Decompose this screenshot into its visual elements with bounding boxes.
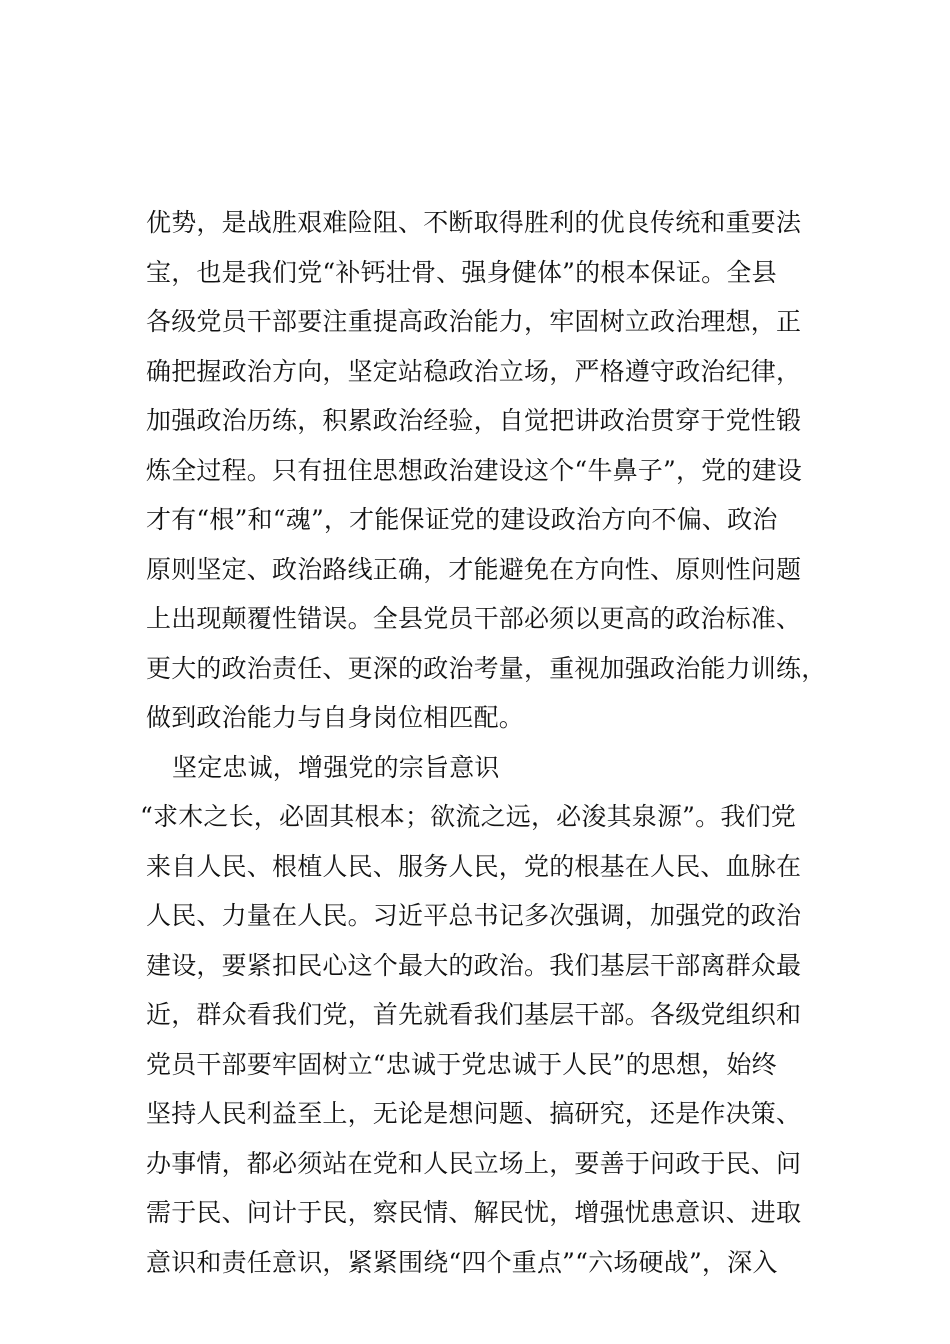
text-line: 更大的政治责任、更深的政治考量，重视加强政治能力训练， [146, 653, 827, 683]
text-line: 优势，是战胜艰难险阻、不断取得胜利的优良传统和重要法 [146, 208, 802, 237]
text-line: 宝，也是我们党“补钙壮骨、强身健体”的根本保证。全县 [146, 257, 777, 287]
paragraph-political-capacity [146, 198, 846, 743]
text-line: 人民、力量在人民。习近平总书记多次强调，加强党的政治 [146, 901, 802, 930]
text-line: 各级党员干部要注重提高政治能力，牢固树立政治理想，正 [146, 307, 802, 336]
text-line: 近，群众看我们党，首先就看我们基层干部。各级党组织和 [146, 1000, 802, 1029]
paragraph-purpose-awareness [140, 792, 846, 1287]
text-line: 意识和责任意识，紧紧围绕“四个重点”“六场硬战”，深入 [146, 1247, 778, 1277]
text-line: 坚持人民利益至上，无论是想问题、搞研究，还是作决策、 [146, 1099, 802, 1128]
text-line: 上出现颠覆性错误。全县党员干部必须以更高的政治标准、 [146, 604, 802, 633]
text-line: 党员干部要牢固树立“忠诚于党忠诚于人民”的思想，始终 [146, 1049, 777, 1079]
text-line: 需于民、问计于民，察民情、解民忧，增强忧患意识、进取 [146, 1198, 802, 1227]
text-line: 才有“根”和“魂”，才能保证党的建设政治方向不偏、政治 [146, 505, 778, 534]
document-body [140, 198, 846, 1287]
text-line: 做到政治能力与自身岗位相匹配。 [146, 703, 525, 732]
section-heading: 坚定忠诚，增强党的宗旨意识 [172, 752, 500, 782]
text-line: 建设，要紧扣民心这个最大的政治。我们基层干部离群众最 [146, 950, 802, 980]
text-line: “求木之长，必固其根本；欲流之远，必浚其泉源”。我们党 [140, 802, 796, 831]
text-line: 确把握政治方向，坚定站稳政治立场，严格遵守政治纪律， [146, 356, 802, 386]
text-line: 加强政治历练，积累政治经验，自觉把讲政治贯穿于党性锻 [146, 406, 802, 435]
text-line: 来自人民、根植人民、服务人民，党的根基在人民、血脉在 [146, 851, 802, 881]
text-line: 炼全过程。只有扭住思想政治建设这个“牛鼻子”，党的建设 [146, 455, 802, 485]
text-line: 办事情，都必须站在党和人民立场上，要善于问政于民、问 [146, 1148, 802, 1178]
text-line: 原则坚定、政治路线正确，才能避免在方向性、原则性问题 [146, 554, 802, 584]
